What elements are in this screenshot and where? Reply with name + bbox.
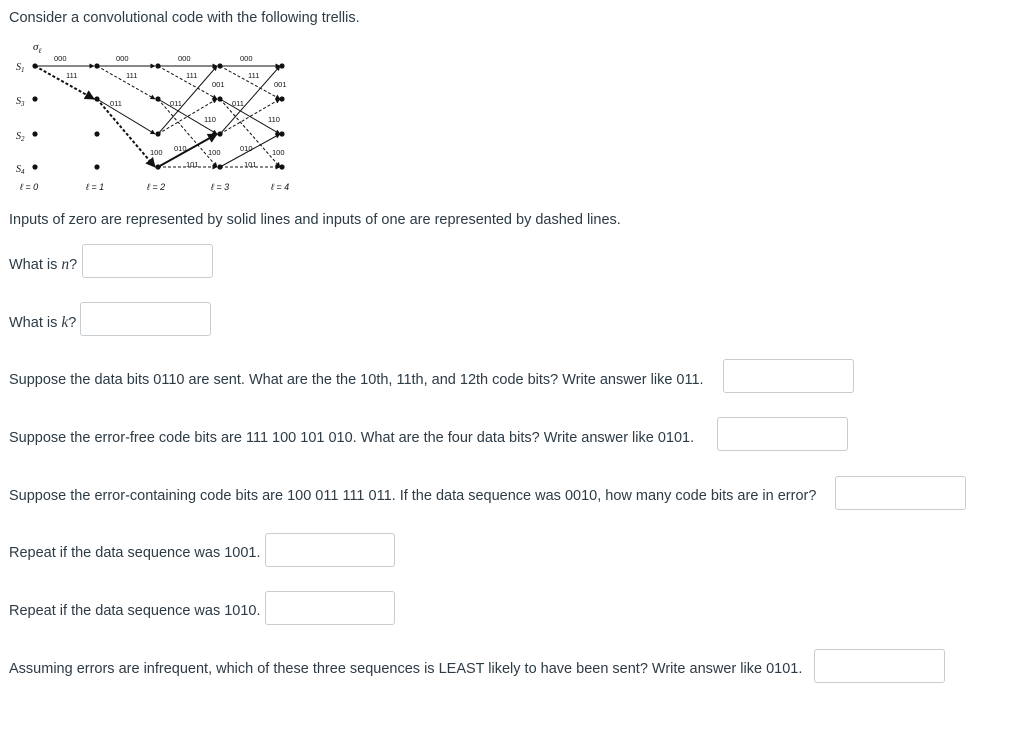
trellis-note: Inputs of zero are represented by solid lines and inputs of one are represented by dashed lines.: [9, 212, 621, 228]
svg-text:111: 111: [186, 71, 198, 80]
svg-text:100: 100: [208, 148, 221, 157]
question-n-suffix: ?: [69, 257, 78, 273]
question-n: [9, 256, 77, 274]
state-label-s3: $S_3$: [16, 96, 25, 108]
svg-text:010: 010: [240, 144, 253, 153]
answer-errors-1010-input[interactable]: [265, 591, 395, 625]
svg-text:ℓ = 3: ℓ = 3: [211, 182, 230, 192]
svg-text:111: 111: [248, 71, 260, 80]
question-k: [9, 314, 76, 332]
question-errors-0010: Suppose the error-containing code bits are 100 011 111 011. If the data sequence was 0010, how many code bits are in error?: [9, 488, 817, 504]
answer-code-bits-10-12-input[interactable]: [723, 359, 854, 393]
svg-text:ℓ = 2: ℓ = 2: [147, 182, 166, 192]
svg-text:011: 011: [232, 99, 244, 108]
question-errors-1001: Repeat if the data sequence was 1001.: [9, 545, 261, 561]
svg-text:ℓ = 1: ℓ = 1: [86, 182, 105, 192]
svg-text:101: 101: [186, 160, 199, 169]
edges-s3-to-s4: [97, 99, 280, 167]
sigma-header: $\sigma_\ell$: [33, 41, 42, 55]
svg-text:ℓ = 4: ℓ = 4: [271, 182, 290, 192]
svg-text:110: 110: [268, 115, 280, 124]
question-data-bits: Suppose the error-free code bits are 111 100 101 010. What are the four data bits? Write answer like 0101.: [9, 430, 695, 446]
answer-errors-0010-input[interactable]: [835, 476, 966, 510]
svg-text:111: 111: [126, 71, 138, 80]
time-labels: [19, 182, 289, 192]
trellis-diagram: [0, 38, 320, 198]
svg-text:100: 100: [272, 148, 285, 157]
svg-text:110: 110: [204, 115, 216, 124]
svg-text:111: 111: [66, 71, 78, 80]
question-least-likely: Assuming errors are infrequent, which of these three sequences is LEAST likely to have been sent? Write answer like 0101.: [9, 661, 803, 677]
question-n-prefix: What is: [9, 257, 62, 273]
answer-least-likely-input[interactable]: [814, 649, 945, 683]
answer-n-input[interactable]: [82, 244, 213, 278]
svg-text:001: 001: [274, 80, 287, 89]
state-label-s2: $S_2$: [16, 131, 25, 143]
question-n-var: n: [61, 256, 70, 273]
svg-text:101: 101: [244, 160, 257, 169]
state-label-s1: $S_1$: [16, 62, 25, 74]
svg-text:000: 000: [116, 54, 129, 63]
svg-text:010: 010: [174, 144, 187, 153]
edge-labels: [54, 54, 287, 169]
svg-text:ℓ = 0: ℓ = 0: [20, 182, 39, 192]
answer-k-input[interactable]: [80, 302, 211, 336]
edges-s3-to-s2: [97, 99, 280, 134]
svg-text:001: 001: [212, 80, 225, 89]
answer-data-bits-input[interactable]: [717, 417, 848, 451]
question-errors-1010: Repeat if the data sequence was 1010.: [9, 603, 261, 619]
svg-text:000: 000: [54, 54, 67, 63]
question-k-suffix: ?: [68, 315, 77, 331]
intro-text: Consider a convolutional code with the following trellis.: [9, 10, 360, 26]
svg-text:100: 100: [150, 148, 163, 157]
svg-text:011: 011: [170, 99, 182, 108]
svg-text:000: 000: [240, 54, 253, 63]
svg-text:011: 011: [110, 99, 122, 108]
svg-text:000: 000: [178, 54, 191, 63]
state-label-s4: $S_4$: [16, 164, 25, 176]
question-k-var: k: [61, 314, 69, 331]
question-k-prefix: What is: [9, 315, 62, 331]
question-code-bits-10-12: Suppose the data bits 0110 are sent. What are the the 10th, 11th, and 12th code bits? Write answer like 011.: [9, 372, 704, 388]
answer-errors-1001-input[interactable]: [265, 533, 395, 567]
